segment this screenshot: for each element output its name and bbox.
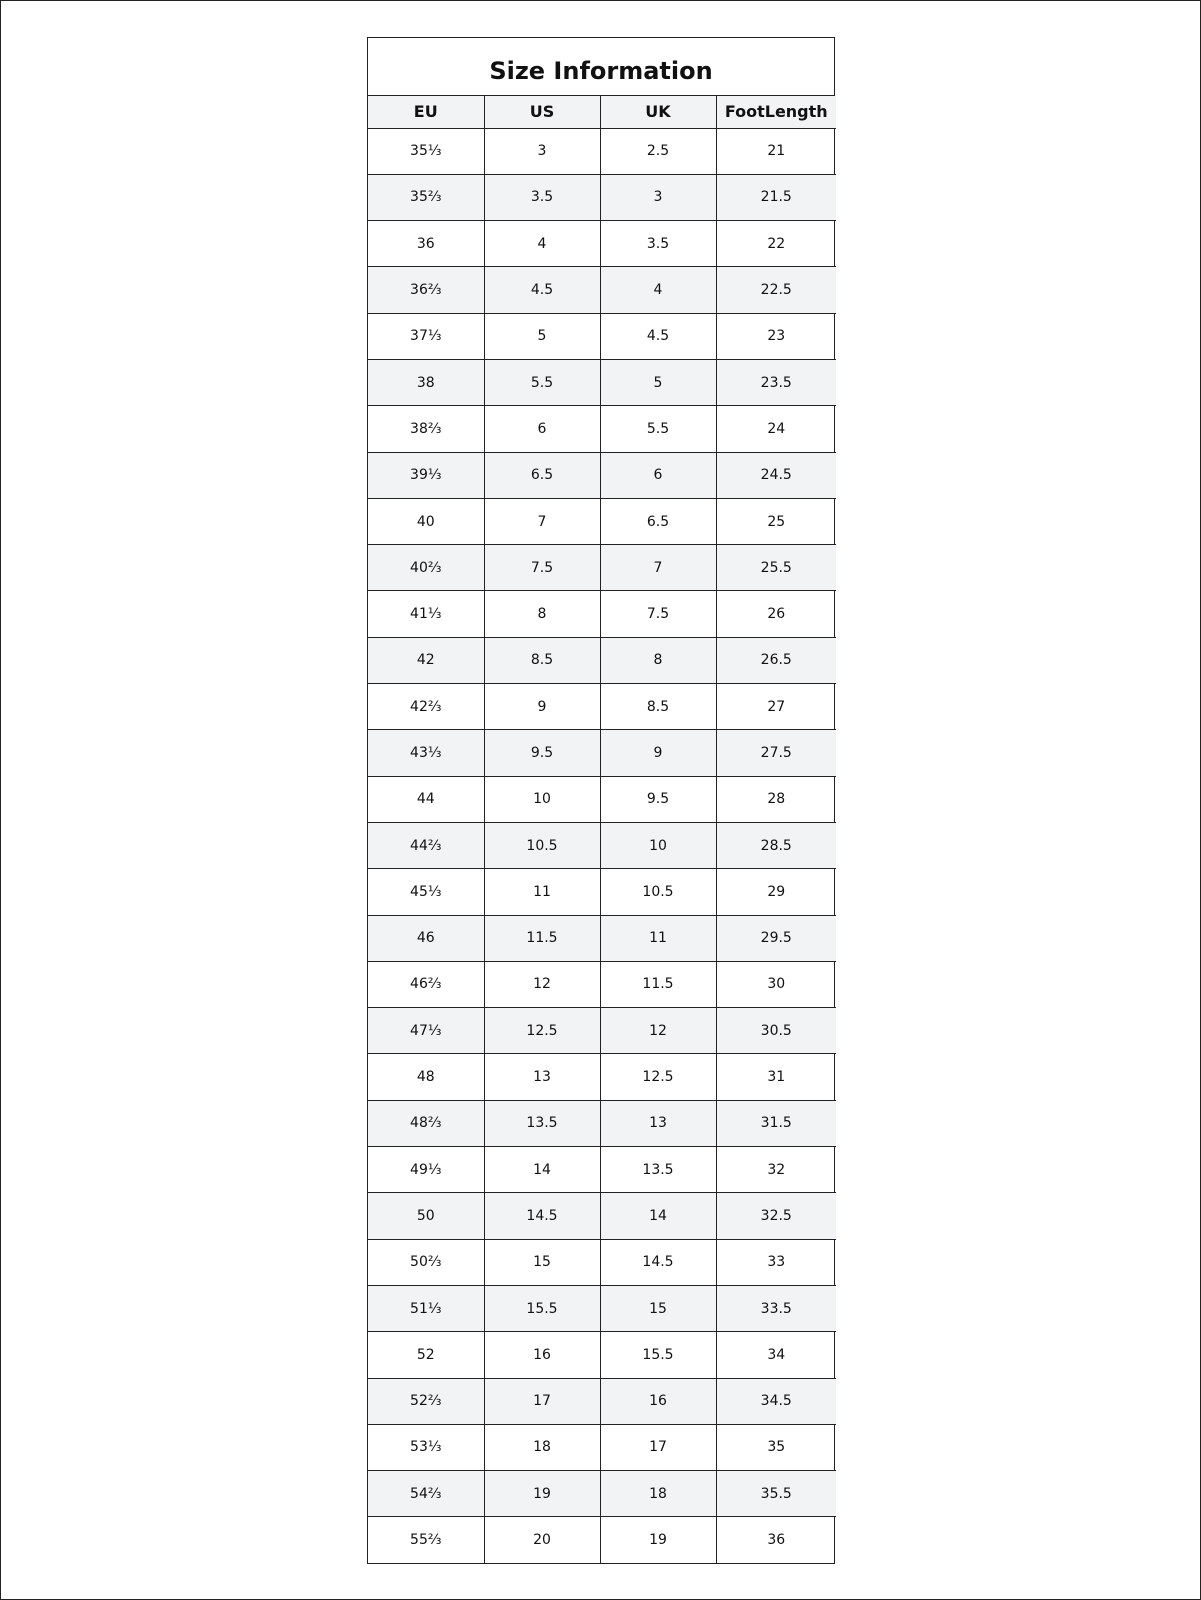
table-row [368, 869, 836, 915]
cell-eu: 36 [368, 221, 484, 267]
cell-eu: 45⅓ [368, 869, 484, 915]
cell-eu: 46⅔ [368, 961, 484, 1007]
cell-eu: 49⅓ [368, 1147, 484, 1193]
cell-uk: 15.5 [600, 1332, 716, 1378]
cell-foot-length: 22 [716, 221, 836, 267]
size-rows [368, 128, 836, 1563]
table-row [368, 174, 836, 220]
cell-us: 3.5 [484, 174, 600, 220]
cell-us: 6 [484, 406, 600, 452]
cell-uk: 11.5 [600, 961, 716, 1007]
table-row [368, 221, 836, 267]
cell-us: 18 [484, 1424, 600, 1470]
cell-foot-length: 29.5 [716, 915, 836, 961]
cell-us: 7 [484, 498, 600, 544]
cell-uk: 18 [600, 1471, 716, 1517]
cell-uk: 4 [600, 267, 716, 313]
cell-foot-length: 23 [716, 313, 836, 359]
cell-uk: 3 [600, 174, 716, 220]
cell-uk: 19 [600, 1517, 716, 1563]
table-row [368, 1100, 836, 1146]
cell-foot-length: 28 [716, 776, 836, 822]
cell-eu: 54⅔ [368, 1471, 484, 1517]
table-row [368, 452, 836, 498]
size-table [368, 96, 836, 1563]
cell-foot-length: 36 [716, 1517, 836, 1563]
table-row [368, 313, 836, 359]
cell-eu: 55⅔ [368, 1517, 484, 1563]
cell-uk: 14.5 [600, 1239, 716, 1285]
cell-foot-length: 33 [716, 1239, 836, 1285]
cell-uk: 9 [600, 730, 716, 776]
cell-eu: 42 [368, 637, 484, 683]
table-row [368, 1378, 836, 1424]
cell-uk: 11 [600, 915, 716, 961]
cell-us: 15 [484, 1239, 600, 1285]
cell-us: 4 [484, 221, 600, 267]
cell-uk: 13.5 [600, 1147, 716, 1193]
cell-us: 9.5 [484, 730, 600, 776]
cell-eu: 50 [368, 1193, 484, 1239]
cell-eu: 37⅓ [368, 313, 484, 359]
cell-foot-length: 26 [716, 591, 836, 637]
cell-us: 3 [484, 128, 600, 174]
cell-eu: 50⅔ [368, 1239, 484, 1285]
cell-foot-length: 21.5 [716, 174, 836, 220]
cell-uk: 10.5 [600, 869, 716, 915]
cell-uk: 16 [600, 1378, 716, 1424]
cell-eu: 51⅓ [368, 1285, 484, 1331]
cell-us: 5 [484, 313, 600, 359]
table-row [368, 545, 836, 591]
cell-foot-length: 32 [716, 1147, 836, 1193]
cell-foot-length: 31 [716, 1054, 836, 1100]
header-eu: EU [368, 96, 484, 128]
header-us: US [484, 96, 600, 128]
cell-uk: 14 [600, 1193, 716, 1239]
cell-foot-length: 35 [716, 1424, 836, 1470]
cell-uk: 3.5 [600, 221, 716, 267]
table-row [368, 730, 836, 776]
cell-foot-length: 25 [716, 498, 836, 544]
chart-title: Size Information [368, 38, 834, 96]
cell-eu: 35⅔ [368, 174, 484, 220]
cell-us: 14.5 [484, 1193, 600, 1239]
table-row [368, 684, 836, 730]
table-row [368, 359, 836, 405]
cell-eu: 53⅓ [368, 1424, 484, 1470]
table-row [368, 1008, 836, 1054]
table-row [368, 498, 836, 544]
table-row [368, 822, 836, 868]
cell-us: 11.5 [484, 915, 600, 961]
header-uk: UK [600, 96, 716, 128]
cell-us: 10 [484, 776, 600, 822]
cell-us: 8.5 [484, 637, 600, 683]
cell-eu: 42⅔ [368, 684, 484, 730]
cell-uk: 9.5 [600, 776, 716, 822]
cell-us: 10.5 [484, 822, 600, 868]
cell-foot-length: 27 [716, 684, 836, 730]
cell-foot-length: 33.5 [716, 1285, 836, 1331]
cell-us: 9 [484, 684, 600, 730]
cell-uk: 2.5 [600, 128, 716, 174]
size-chart [367, 37, 835, 1564]
table-row [368, 1193, 836, 1239]
cell-foot-length: 26.5 [716, 637, 836, 683]
cell-foot-length: 24.5 [716, 452, 836, 498]
cell-foot-length: 21 [716, 128, 836, 174]
cell-us: 13 [484, 1054, 600, 1100]
cell-eu: 38 [368, 359, 484, 405]
table-row [368, 776, 836, 822]
cell-foot-length: 31.5 [716, 1100, 836, 1146]
cell-us: 20 [484, 1517, 600, 1563]
cell-eu: 52⅔ [368, 1378, 484, 1424]
cell-foot-length: 25.5 [716, 545, 836, 591]
cell-foot-length: 27.5 [716, 730, 836, 776]
cell-foot-length: 30.5 [716, 1008, 836, 1054]
cell-eu: 40⅔ [368, 545, 484, 591]
cell-us: 8 [484, 591, 600, 637]
cell-us: 5.5 [484, 359, 600, 405]
cell-us: 6.5 [484, 452, 600, 498]
cell-eu: 46 [368, 915, 484, 961]
cell-uk: 17 [600, 1424, 716, 1470]
cell-us: 12.5 [484, 1008, 600, 1054]
cell-us: 16 [484, 1332, 600, 1378]
cell-uk: 8 [600, 637, 716, 683]
cell-uk: 7.5 [600, 591, 716, 637]
cell-foot-length: 35.5 [716, 1471, 836, 1517]
cell-uk: 8.5 [600, 684, 716, 730]
table-row [368, 1471, 836, 1517]
table-row [368, 406, 836, 452]
cell-foot-length: 34.5 [716, 1378, 836, 1424]
cell-uk: 5.5 [600, 406, 716, 452]
cell-eu: 38⅔ [368, 406, 484, 452]
cell-foot-length: 29 [716, 869, 836, 915]
table-row [368, 1147, 836, 1193]
cell-us: 7.5 [484, 545, 600, 591]
cell-foot-length: 23.5 [716, 359, 836, 405]
cell-eu: 48 [368, 1054, 484, 1100]
cell-uk: 15 [600, 1285, 716, 1331]
table-row [368, 1332, 836, 1378]
cell-uk: 4.5 [600, 313, 716, 359]
table-row [368, 1285, 836, 1331]
cell-uk: 5 [600, 359, 716, 405]
table-row [368, 1517, 836, 1563]
table-row [368, 128, 836, 174]
cell-foot-length: 24 [716, 406, 836, 452]
cell-foot-length: 34 [716, 1332, 836, 1378]
cell-uk: 6.5 [600, 498, 716, 544]
cell-eu: 44 [368, 776, 484, 822]
cell-foot-length: 32.5 [716, 1193, 836, 1239]
cell-eu: 47⅓ [368, 1008, 484, 1054]
cell-uk: 10 [600, 822, 716, 868]
table-row [368, 1054, 836, 1100]
cell-eu: 52 [368, 1332, 484, 1378]
cell-us: 19 [484, 1471, 600, 1517]
cell-uk: 7 [600, 545, 716, 591]
table-row [368, 267, 836, 313]
cell-foot-length: 30 [716, 961, 836, 1007]
cell-eu: 39⅓ [368, 452, 484, 498]
table-row [368, 1424, 836, 1470]
cell-eu: 41⅓ [368, 591, 484, 637]
table-row [368, 637, 836, 683]
table-row [368, 591, 836, 637]
cell-uk: 13 [600, 1100, 716, 1146]
table-row [368, 915, 836, 961]
cell-foot-length: 28.5 [716, 822, 836, 868]
cell-us: 4.5 [484, 267, 600, 313]
cell-eu: 35⅓ [368, 128, 484, 174]
table-row [368, 1239, 836, 1285]
cell-us: 17 [484, 1378, 600, 1424]
cell-us: 13.5 [484, 1100, 600, 1146]
cell-eu: 40 [368, 498, 484, 544]
cell-uk: 12 [600, 1008, 716, 1054]
cell-eu: 43⅓ [368, 730, 484, 776]
cell-us: 11 [484, 869, 600, 915]
header-row [368, 96, 836, 128]
cell-uk: 6 [600, 452, 716, 498]
cell-us: 12 [484, 961, 600, 1007]
cell-eu: 48⅔ [368, 1100, 484, 1146]
cell-uk: 12.5 [600, 1054, 716, 1100]
cell-foot-length: 22.5 [716, 267, 836, 313]
cell-eu: 44⅔ [368, 822, 484, 868]
cell-us: 14 [484, 1147, 600, 1193]
header-foot-length: FootLength [716, 96, 836, 128]
cell-eu: 36⅔ [368, 267, 484, 313]
table-row [368, 961, 836, 1007]
cell-us: 15.5 [484, 1285, 600, 1331]
